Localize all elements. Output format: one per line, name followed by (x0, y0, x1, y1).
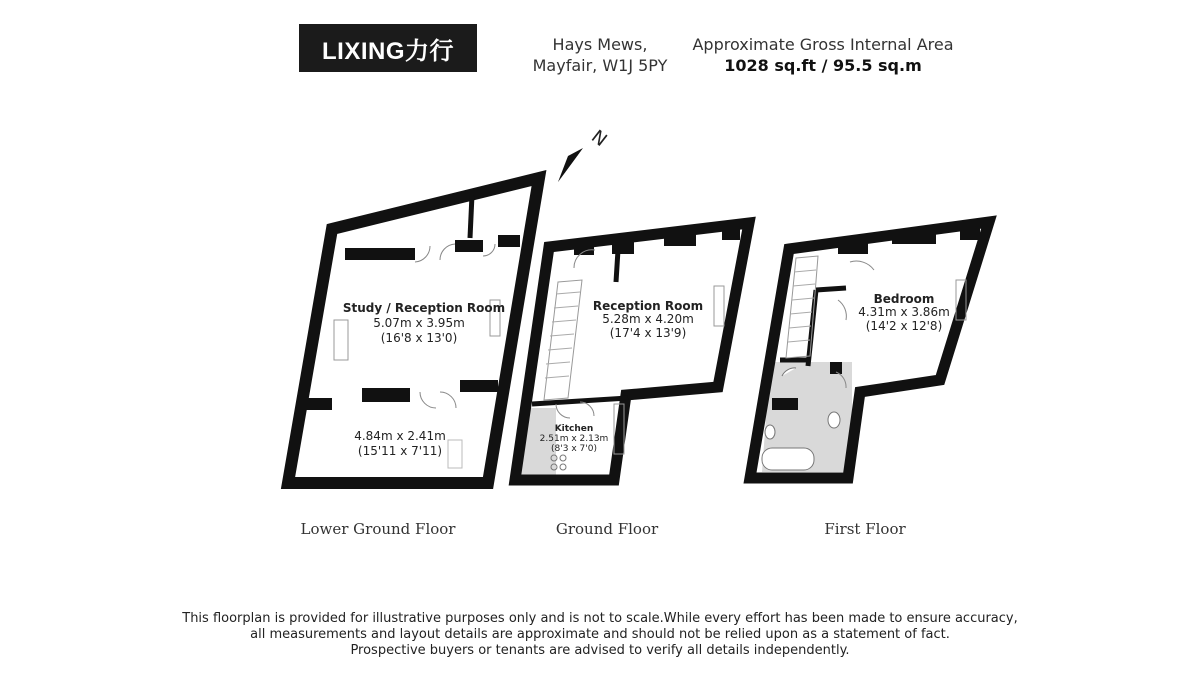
ground-floor-plan (515, 223, 749, 480)
kitchen-imperial: (8'3 x 7'0) (551, 444, 597, 454)
lower-room-metric: 4.84m x 2.41m (354, 429, 446, 443)
address-line-1: Hays Mews, (552, 35, 648, 54)
disclaimer-line-1: This floorplan is provided for illustrative purposes only and is not to scale.While every effort has been made to ensure accuracy, (182, 611, 1018, 626)
first-floor-plan (750, 222, 989, 478)
bedroom-name: Bedroom (873, 292, 935, 306)
kitchen-name: Kitchen (554, 424, 594, 434)
area-label: Approximate Gross Internal Area (692, 35, 954, 54)
lower-ground-floor-label: Lower Ground Floor (300, 520, 456, 538)
ground-floor-label: Ground Floor (555, 520, 659, 538)
sink-icon (765, 425, 775, 439)
brand-logo: LIXING力行 (299, 24, 477, 72)
north-compass-icon (558, 126, 611, 182)
kitchen-metric: 2.51m x 2.13m (539, 434, 609, 444)
bedroom-imperial: (14'2 x 12'8) (865, 319, 943, 333)
area-value: 1028 sq.ft / 95.5 sq.m (724, 56, 922, 75)
reception-room-metric: 5.28m x 4.20m (602, 312, 694, 326)
study-reception-name: Study / Reception Room (342, 301, 506, 315)
toilet-icon (828, 412, 840, 428)
lower-room-imperial: (15'11 x 7'11) (357, 444, 443, 458)
ground-stairs (544, 280, 582, 400)
reception-room-name: Reception Room (592, 299, 704, 313)
disclaimer-line-3: Prospective buyers or tenants are advised to verify all details independently. (350, 643, 850, 658)
reception-room-imperial: (17'4 x 13'9) (609, 326, 687, 340)
bathtub-icon (762, 448, 814, 470)
study-reception-imperial: (16'8 x 13'0) (380, 331, 458, 345)
disclaimer-line-2: all measurements and layout details are approximate and should not be relied upon as a statement of fact. (250, 627, 950, 642)
lower-ground-floor-plan (288, 178, 539, 483)
first-floor-label: First Floor (824, 520, 906, 538)
bedroom-metric: 4.31m x 3.86m (858, 305, 950, 319)
disclaimer (150, 611, 1050, 659)
study-reception-metric: 5.07m x 3.95m (373, 316, 465, 330)
north-label: N (587, 126, 611, 151)
address-line-2: Mayfair, W1J 5PY (532, 56, 668, 75)
